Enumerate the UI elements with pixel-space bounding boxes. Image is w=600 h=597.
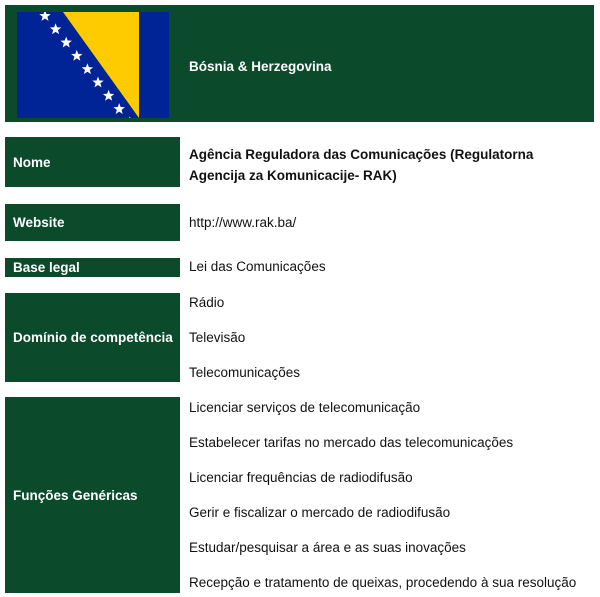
value-funcao-6: Recepção e tratamento de queixas, procedendo à sua resolução xyxy=(189,575,577,590)
label-base-legal: Base legal xyxy=(5,258,180,277)
bosnia-flag-icon xyxy=(17,12,169,118)
value-dominio-telecom: Telecomunicações xyxy=(189,365,301,380)
value-funcao-5: Estudar/pesquisar a área e as suas inovações xyxy=(189,540,466,555)
value-nome: Agência Reguladora das Comunicações (Regulatorna Agencija za Komunicacije- RAK) xyxy=(189,147,534,183)
header-banner xyxy=(5,5,594,122)
value-base-legal: Lei das Comunicações xyxy=(189,259,326,274)
value-funcao-3: Licenciar frequências de radiodifusão xyxy=(189,470,413,485)
label-funcoes: Funções Genéricas xyxy=(5,397,180,593)
value-funcao-1: Licenciar serviços de telecomunicação xyxy=(189,400,421,415)
value-website[interactable]: http://www.rak.ba/ xyxy=(189,215,297,230)
label-dominio: Domínio de competência xyxy=(5,293,180,382)
label-website: Website xyxy=(5,204,180,241)
value-funcao-4: Gerir e fiscalizar o mercado de radiodifusão xyxy=(189,505,451,520)
label-nome: Nome xyxy=(5,137,180,187)
value-dominio-radio: Rádio xyxy=(189,295,225,310)
value-dominio-televisao: Televisão xyxy=(189,330,246,345)
country-name: Bósnia & Herzegovina xyxy=(189,59,332,74)
value-funcao-2: Estabelecer tarifas no mercado das telecomunicações xyxy=(189,435,514,450)
